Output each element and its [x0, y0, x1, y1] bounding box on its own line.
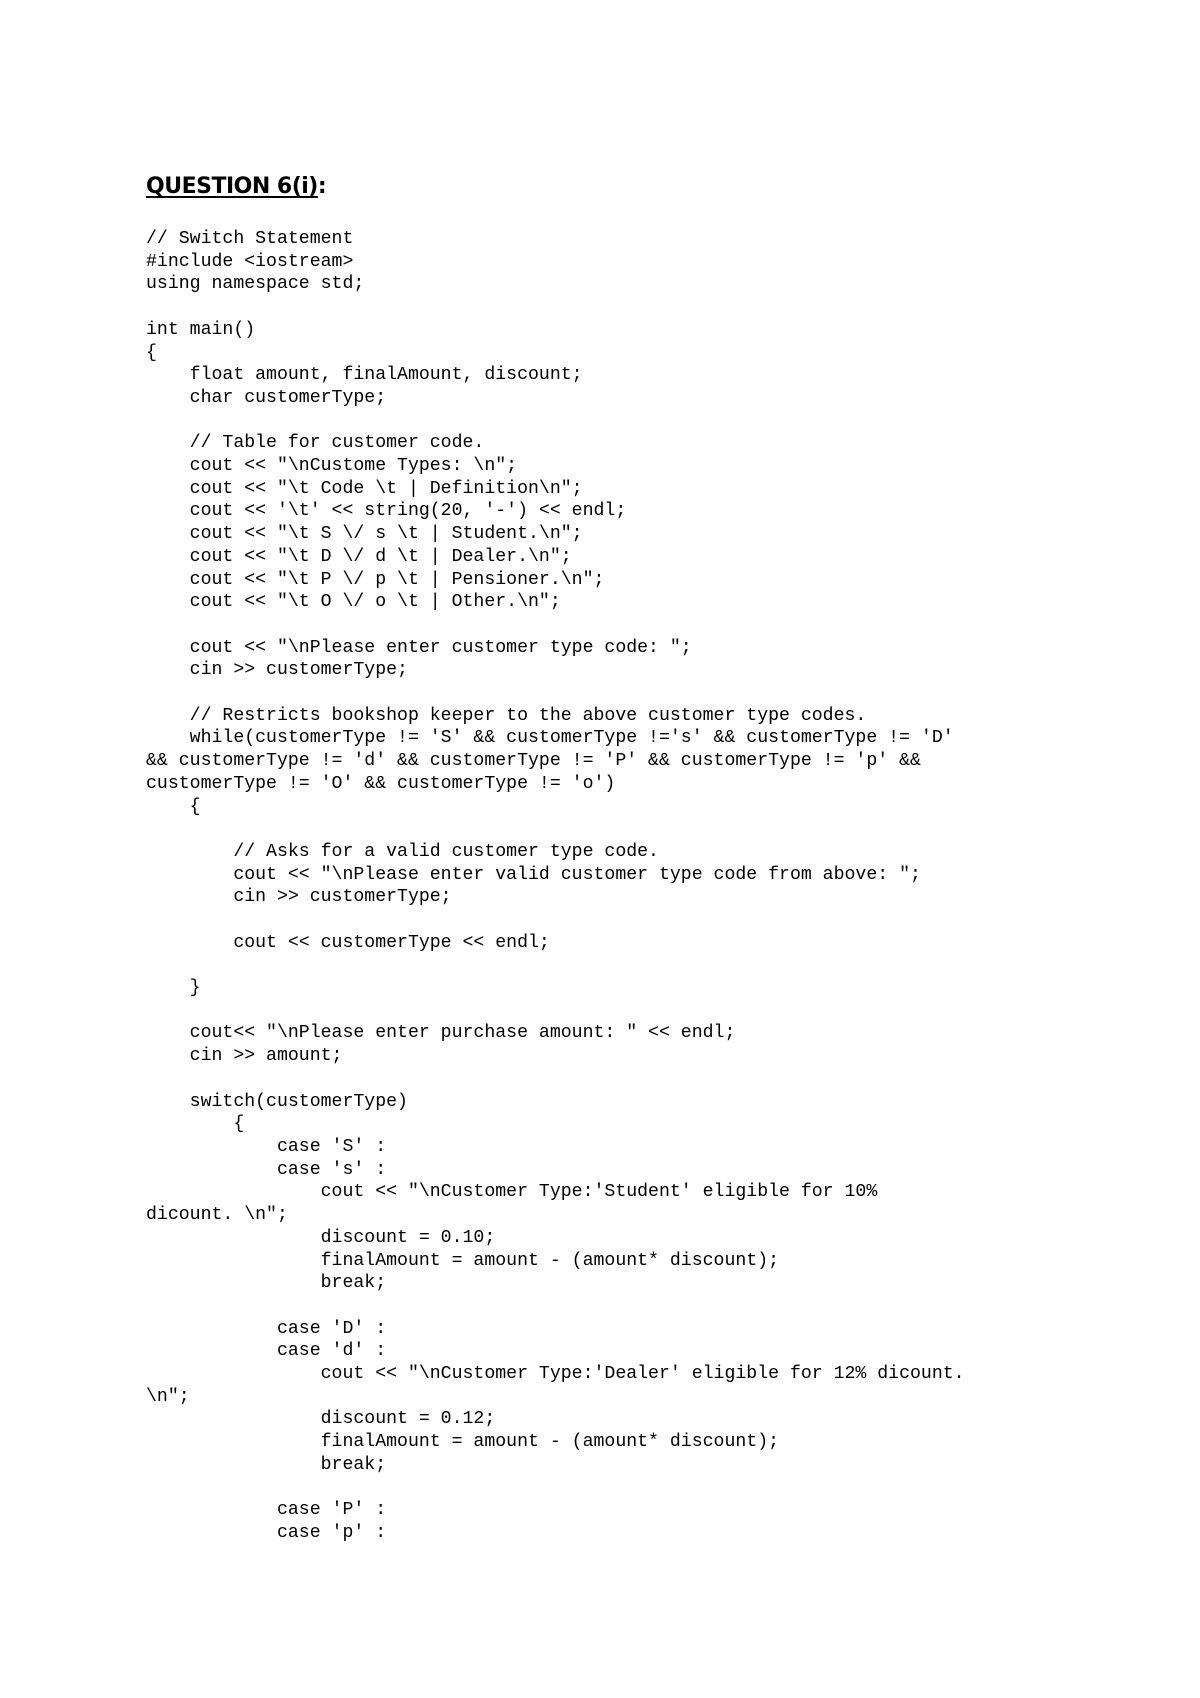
code-line: // Restricts bookshop keeper to the above customer type codes. [146, 705, 867, 726]
question-heading [146, 174, 326, 199]
code-line: && customerType != 'd' && customerType != 'P' && customerType != 'p' && [146, 751, 921, 772]
code-line: case 'd' : [146, 1341, 387, 1362]
code-line: cout << "\nPlease enter customer type code: "; [146, 637, 692, 658]
code-line: cout << "\nPlease enter valid customer type code from above: "; [146, 864, 921, 885]
code-line: discount = 0.12; [146, 1409, 496, 1430]
code-line [146, 954, 965, 977]
code-line: cout << "\t Code \t | Definition\n"; [146, 478, 583, 499]
code-line [146, 1000, 965, 1023]
code-line: cout << customerType << endl; [146, 932, 550, 953]
code-line [146, 1068, 965, 1091]
code-line: int main() [146, 319, 256, 340]
code-line: char customerType; [146, 387, 387, 408]
question-label: QUESTION 6(i) [146, 174, 318, 199]
code-line: cin >> customerType; [146, 660, 408, 681]
code-line: switch(customerType) [146, 1091, 408, 1112]
code-line: cout << "\nCustomer Type:'Dealer' eligible for 12% dicount. [146, 1364, 965, 1384]
code-line: // Asks for a valid customer type code. [146, 841, 659, 862]
code-line [146, 410, 965, 433]
code-line: case 'S' : [146, 1136, 387, 1157]
code-line: case 'p' : [146, 1522, 387, 1543]
code-line [146, 1295, 965, 1318]
code-line: break; [146, 1454, 387, 1475]
code-line: } [146, 978, 201, 999]
code-line: cout << "\t D \/ d \t | Dealer.\n"; [146, 546, 572, 567]
code-line: finalAmount = amount - (amount* discount); [146, 1432, 780, 1453]
code-line: // Switch Statement [146, 229, 354, 249]
code-line: { [146, 1114, 245, 1135]
code-line: while(customerType != 'S' && customerType !='s' && customerType != 'D' [146, 728, 954, 749]
code-line: discount = 0.10; [146, 1227, 496, 1248]
code-line: cout << "\nCustome Types: \n"; [146, 456, 518, 476]
code-line: // Table for customer code. [146, 433, 485, 454]
code-line: cin >> customerType; [146, 887, 452, 908]
code-line [146, 614, 965, 637]
code-line [146, 682, 965, 705]
code-line: cout<< "\nPlease enter purchase amount: " << endl; [146, 1023, 736, 1044]
code-line: { [146, 342, 157, 363]
code-listing [146, 228, 965, 1545]
code-line: cout << "\t O \/ o \t | Other.\n"; [146, 592, 561, 613]
code-line [146, 1477, 965, 1500]
code-line: cout << "\t S \/ s \t | Student.\n"; [146, 524, 583, 545]
code-line: cout << "\t P \/ p \t | Pensioner.\n"; [146, 569, 605, 590]
code-line: dicount. \n"; [146, 1205, 288, 1226]
code-line [146, 909, 965, 932]
code-line: case 'D' : [146, 1318, 387, 1339]
code-line: \n"; [146, 1386, 190, 1407]
code-line: break; [146, 1273, 387, 1294]
code-line: using namespace std; [146, 274, 365, 295]
code-line [146, 296, 965, 319]
code-line: float amount, finalAmount, discount; [146, 365, 583, 386]
question-colon: : [317, 174, 327, 199]
code-line: cout << "\nCustomer Type:'Student' eligible for 10% [146, 1182, 878, 1203]
code-line: cout << '\t' << string(20, '-') << endl; [146, 501, 627, 522]
code-line: customerType != 'O' && customerType != 'o') [146, 773, 616, 794]
code-line: #include <iostream> [146, 251, 354, 272]
code-line [146, 818, 965, 841]
code-line: cin >> amount; [146, 1046, 343, 1067]
code-line: finalAmount = amount - (amount* discount); [146, 1250, 780, 1271]
code-line: case 'P' : [146, 1500, 387, 1521]
code-line: { [146, 796, 201, 817]
code-line: case 's' : [146, 1159, 387, 1180]
